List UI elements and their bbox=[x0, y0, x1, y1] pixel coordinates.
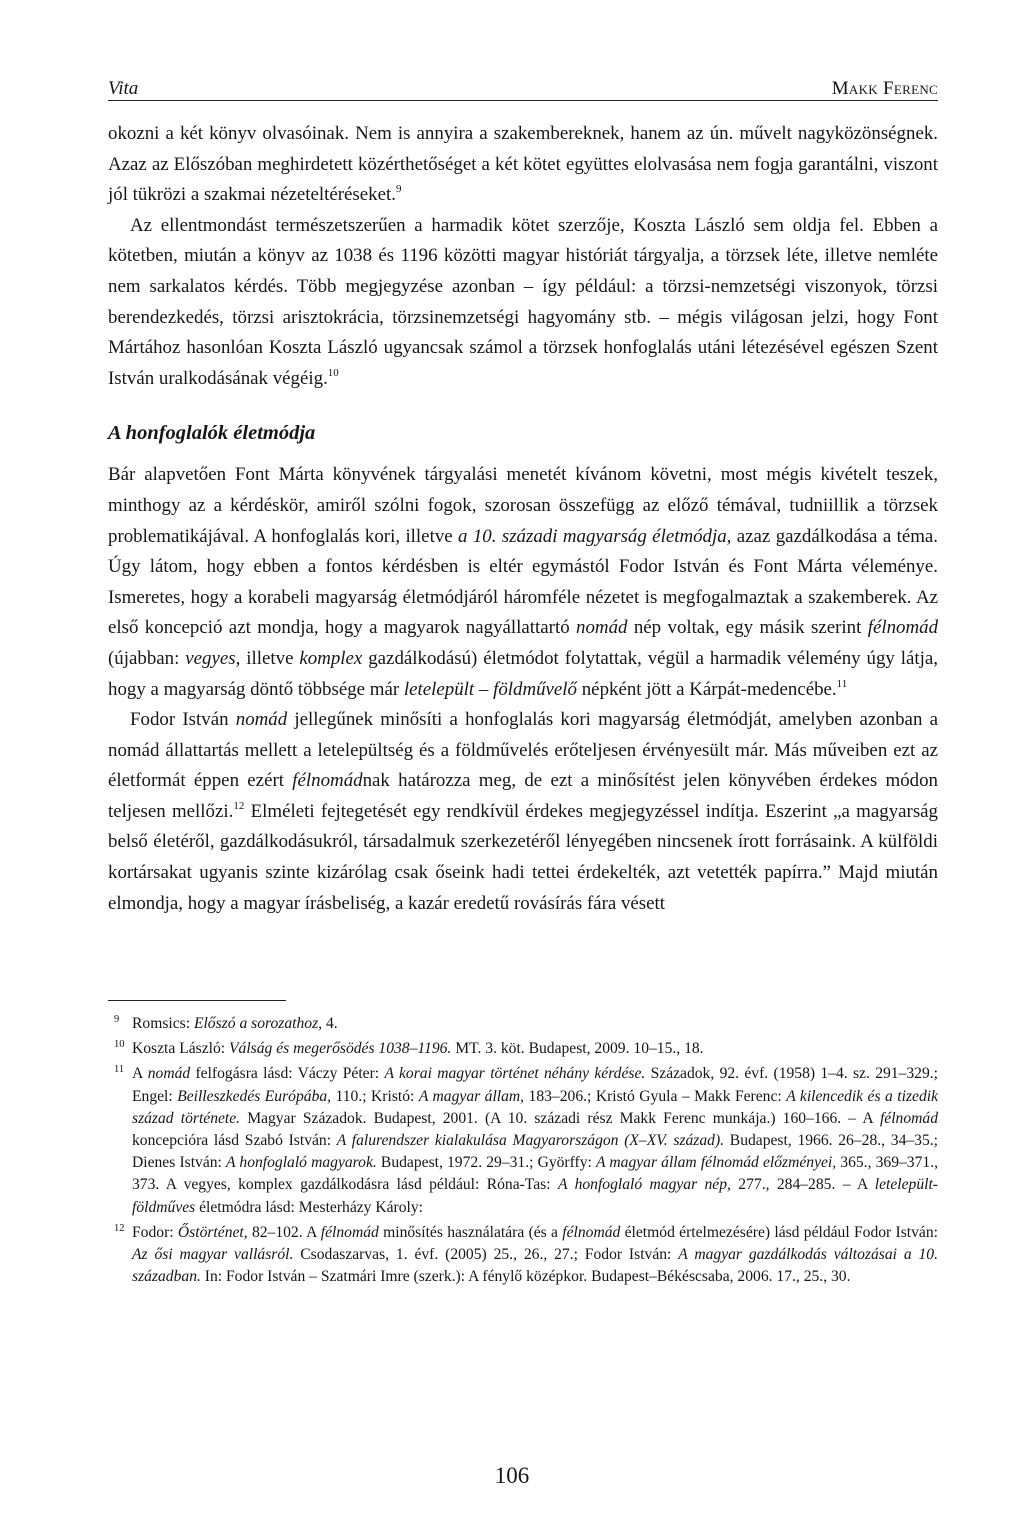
main-text bbox=[108, 119, 938, 919]
footnote: 12 Fodor: Őstörténet, 82–102. A félnomád minősítés használatára (és a félnomád életmód értelmezésére) lásd például Fodor István: Az ősi magyar vallásról. Csodaszarvas, 1. évf. (2005) 25., 26., 27.; Fodor István: A magyar gazdálkodás változásai a 10. században. In: Fodor István – Szatmári Imre (szerk.): A fénylő középkor. Budapest–Békéscsaba, 2006. 17., 25., 30. bbox=[108, 1222, 938, 1289]
running-head bbox=[108, 70, 938, 101]
running-head-section: Vita bbox=[108, 78, 139, 99]
footnote-ref: 10 bbox=[327, 366, 339, 379]
paragraph: Fodor István nomád jellegűnek minősíti a honfoglalás kori magyarság életmódját, amelyben azonban a nomád állattartás mellett a letelepültség és a földművelés erőteljesen érvényesült már. Más műveiben ezt az életformát éppen ezért félnomádnak határozza meg, de ezt a minősítést jelen könyvében érdekes módon teljesen mellőzi.$^{12}$ Elméleti fejtegetését egy rendkívül érdekes megjegyzéssel indítja. Eszerint „a magyarság belső életéről, gazdálkodásukról, társadalmuk szerkezetéről lényegében nincsenek írott forrásaink. A külföldi kortársakat ugyanis szinte kizárólag csak őseink hadi tettei érdekelték, azt vetették papírra.” Majd miután elmondja, hogy a magyar írásbeliség, a kazár eredetű rovásírás fára vésett bbox=[108, 709, 939, 914]
section-heading: A honfoglalók életmódja bbox=[108, 422, 316, 445]
footnotes bbox=[108, 1013, 938, 1291]
paragraph: okozni a két könyv olvasóinak. Nem is annyira a szakembereknek, hanem az ún. művelt nagyközönségnek. Azaz az Előszóban meghirdetett közérthetőséget a két kötet együttes elolvasása nem fogja garantálni, viszont jól tükrözi a szakmai nézeteltéréseket.$^9$ bbox=[108, 123, 938, 206]
footnote-ref: 11 bbox=[836, 677, 848, 690]
page-number: 106 bbox=[494, 1463, 530, 1488]
paragraph: Bár alapvetően Font Márta könyvének tárgyalási menetét kívánom követni, most mégis kivételt teszek, minthogy az a kérdéskör, amiről szólni fogok, szorosan összefügg az előző témával, tudniillik a törzsek problematikájával. A honfoglalás kori, illetve a 10. századi magyarság életmódja, azaz gazdálkodása a téma. Úgy látom, hogy ebben a fontos kérdésben is eltér egymástól Fodor István és Font Márta véleménye. Ismeretes, hogy a korabeli magyarság életmódjáról háromféle nézetet is megfogalmaztak a szakemberek. Az első koncepció azt mondja, hogy a magyarok nagyállattartó nomád nép voltak, egy másik szerint félnomád (újabban: vegyes, illetve komplex gazdálkodású) életmódot folytattak, végül a harmadik vélemény úgy látja, hogy a magyarság döntő többsége már letelepült – földművelő népként jött a Kárpát-medencébe.$^{11}$ bbox=[108, 464, 939, 700]
running-head-author: Makk Ferenc bbox=[831, 78, 938, 99]
footnote-ref: 12 bbox=[233, 799, 245, 812]
footnote: 10 Koszta László: Válság és megerősödés 1038–1196. MT. 3. köt. Budapest, 2009. 10–15., 18. bbox=[108, 1038, 938, 1060]
footnote-number: 11 bbox=[114, 1064, 125, 1076]
paragraph: Az ellentmondást természetszerűen a harmadik kötet szerzője, Koszta László sem oldja fel. Ebben a kötetben, miután a könyv az 1038 és 1196 közötti magyar históriát tárgyalja, a törzsek léte, illetve nemléte nem sarkalatos kérdés. Több megjegyzése azonban – így például: a törzsi-nemzetségi viszonyok, törzsi berendezkedés, törzsi arisztokrácia, törzsinemzetségi hagyomány stb. – mégis világosan jelzi, hogy Font Mártához hasonlóan Koszta László ugyancsak számol a törzsek honfoglalás utáni létezésével egészen Szent István uralkodásának végéig.$^{10}$ bbox=[108, 214, 938, 389]
footnote: 9 Romsics: Előszó a sorozathoz, 4. bbox=[108, 1013, 938, 1035]
footnote-number: 12 bbox=[114, 1222, 125, 1234]
footnote: 11 A nomád felfogásra lásd: Váczy Péter: A korai magyar történet néhány kérdése. Századok, 92. évf. (1958) 1–4. sz. 291–329.; Engel: Beilleszkedés Európába, 110.; Kristó: A magyar állam, 183–206.; Kristó Gyula – Makk Ferenc: A kilencedik és a tizedik század története. Magyar Századok. Budapest, 2001. (A 10. századi rész Makk Ferenc munkája.) 160–166. – A félnomád koncepcióra lásd Szabó István: A falurendszer kialakulása Magyarországon (X–XV. század). Budapest, 1966. 26–28., 34–35.; Dienes István: A honfoglaló magyarok. Budapest, 1972. 29–31.; Györffy: A magyar állam félnomád előzményei, 365., 369–371., 373. A vegyes, komplex gazdálkodásra lásd például: Róna-Tas: A honfoglaló magyar nép, 277., 284–285. – A letelepült-földműves életmódra lásd: Mesterházy Károly: bbox=[108, 1063, 938, 1218]
footnote-ref: 9 bbox=[395, 183, 402, 196]
footnote-divider bbox=[108, 1000, 286, 1001]
footnote-number: 9 bbox=[114, 1014, 120, 1025]
footnote-number: 10 bbox=[114, 1039, 125, 1051]
